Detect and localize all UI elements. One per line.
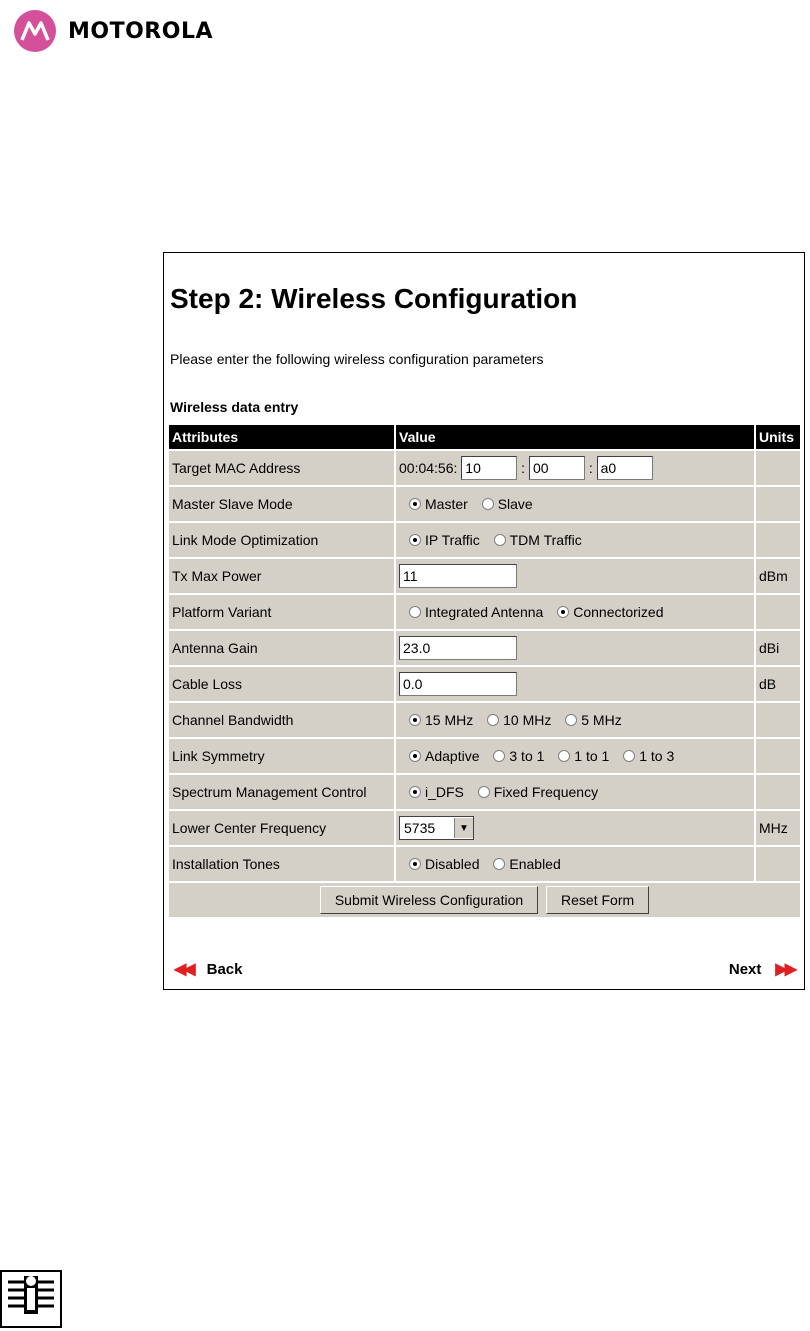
label-master-slave: Master Slave Mode <box>169 487 394 521</box>
row-tx-power <box>169 559 800 593</box>
tones-enabled-label: Enabled <box>509 855 561 872</box>
units-cell <box>756 739 800 773</box>
units-cell <box>756 523 800 557</box>
motorola-logo <box>14 10 213 52</box>
lower-freq-value: 5735 <box>404 820 436 836</box>
table-header-row <box>169 425 800 449</box>
tx-power-input[interactable] <box>399 564 517 588</box>
units-cell <box>756 595 800 629</box>
row-tones <box>169 847 800 881</box>
label-cable-loss: Cable Loss <box>169 667 394 701</box>
bw-15mhz-radio[interactable] <box>409 714 421 726</box>
intro-text: Please enter the following wireless configuration parameters <box>170 351 544 367</box>
double-left-arrow-icon: ◀◀ <box>174 961 193 978</box>
label-spectrum: Spectrum Management Control <box>169 775 394 809</box>
1to3-radio[interactable] <box>623 750 635 762</box>
header-attributes: Attributes <box>169 425 394 449</box>
bw-5mhz-label: 5 MHz <box>581 711 622 728</box>
double-right-arrow-icon: ▶▶ <box>775 961 794 978</box>
next-label: Next <box>728 960 762 978</box>
reset-button[interactable]: Reset Form <box>546 886 649 914</box>
1to3-label: 1 to 3 <box>639 747 675 764</box>
1to1-radio[interactable] <box>558 750 570 762</box>
antenna-gain-input[interactable] <box>399 636 517 660</box>
row-lower-freq <box>169 811 800 845</box>
label-bandwidth: Channel Bandwidth <box>169 703 394 737</box>
mac-prefix: 00:04:56: <box>399 460 458 476</box>
cable-loss-input[interactable] <box>399 672 517 696</box>
label-antenna-gain: Antenna Gain <box>169 631 394 665</box>
ip-traffic-label: IP Traffic <box>425 531 480 548</box>
row-symmetry <box>169 739 800 773</box>
1to1-label: 1 to 1 <box>574 747 610 764</box>
label-lower-freq: Lower Center Frequency <box>169 811 394 845</box>
ip-traffic-radio[interactable] <box>409 534 421 546</box>
integrated-antenna-radio[interactable] <box>409 606 421 618</box>
3to1-radio[interactable] <box>493 750 505 762</box>
integrated-antenna-label: Integrated Antenna <box>425 603 544 620</box>
units-cell <box>756 487 800 521</box>
tones-enabled-radio[interactable] <box>493 858 505 870</box>
section-title: Wireless data entry <box>170 399 299 415</box>
units-cell <box>756 451 800 485</box>
label-platform: Platform Variant <box>169 595 394 629</box>
mac-octet-1-input[interactable] <box>461 456 517 480</box>
label-tones: Installation Tones <box>169 847 394 881</box>
bw-15mhz-label: 15 MHz <box>425 711 474 728</box>
row-cable-loss <box>169 667 800 701</box>
tones-disabled-radio[interactable] <box>409 858 421 870</box>
tdm-traffic-label: TDM Traffic <box>509 531 582 548</box>
back-link[interactable] <box>174 959 242 979</box>
tdm-traffic-radio[interactable] <box>494 534 506 546</box>
information-note-icon <box>0 1270 62 1328</box>
brand-name: MOTOROLA <box>68 18 213 44</box>
master-radio[interactable] <box>409 498 421 510</box>
fixed-frequency-radio[interactable] <box>478 786 490 798</box>
lower-freq-units: MHz <box>756 811 800 845</box>
label-symmetry: Link Symmetry <box>169 739 394 773</box>
row-target-mac <box>169 451 800 485</box>
mac-octet-2-input[interactable] <box>529 456 585 480</box>
tx-power-units: dBm <box>756 559 800 593</box>
cable-loss-units: dB <box>756 667 800 701</box>
connectorized-label: Connectorized <box>573 603 664 620</box>
adaptive-radio[interactable] <box>409 750 421 762</box>
antenna-gain-units: dBi <box>756 631 800 665</box>
lower-freq-select[interactable] <box>399 816 474 840</box>
row-link-mode <box>169 523 800 557</box>
label-tx-power: Tx Max Power <box>169 559 394 593</box>
row-bandwidth <box>169 703 800 737</box>
slave-label: Slave <box>497 495 533 512</box>
idfs-radio[interactable] <box>409 786 421 798</box>
row-antenna-gain <box>169 631 800 665</box>
label-link-mode: Link Mode Optimization <box>169 523 394 557</box>
header-value: Value <box>396 425 754 449</box>
mac-separator: : <box>521 460 526 476</box>
row-master-slave <box>169 487 800 521</box>
label-target-mac: Target MAC Address <box>169 451 394 485</box>
slave-radio[interactable] <box>482 498 494 510</box>
mac-separator: : <box>588 460 593 476</box>
bw-10mhz-label: 10 MHz <box>503 711 552 728</box>
row-spectrum <box>169 775 800 809</box>
tones-disabled-label: Disabled <box>425 855 480 872</box>
connectorized-radio[interactable] <box>557 606 569 618</box>
wireless-config-panel <box>163 252 805 990</box>
bw-5mhz-radio[interactable] <box>565 714 577 726</box>
chevron-down-icon[interactable]: ▼ <box>454 818 473 838</box>
motorola-batwing-icon <box>14 10 56 52</box>
row-platform <box>169 595 800 629</box>
master-label: Master <box>425 495 468 512</box>
wireless-config-table <box>167 423 802 919</box>
idfs-label: i_DFS <box>425 783 464 800</box>
mac-octet-3-input[interactable] <box>597 456 653 480</box>
3to1-label: 3 to 1 <box>509 747 545 764</box>
adaptive-label: Adaptive <box>425 747 480 764</box>
next-link[interactable] <box>729 959 794 979</box>
units-cell <box>756 775 800 809</box>
submit-row <box>169 883 800 917</box>
submit-button[interactable]: Submit Wireless Configuration <box>320 886 538 914</box>
page-title: Step 2: Wireless Configuration <box>170 283 578 314</box>
fixed-frequency-label: Fixed Frequency <box>493 783 599 800</box>
back-label: Back <box>206 960 243 978</box>
units-cell <box>756 703 800 737</box>
header-units: Units <box>756 425 800 449</box>
bw-10mhz-radio[interactable] <box>487 714 499 726</box>
units-cell <box>756 847 800 881</box>
